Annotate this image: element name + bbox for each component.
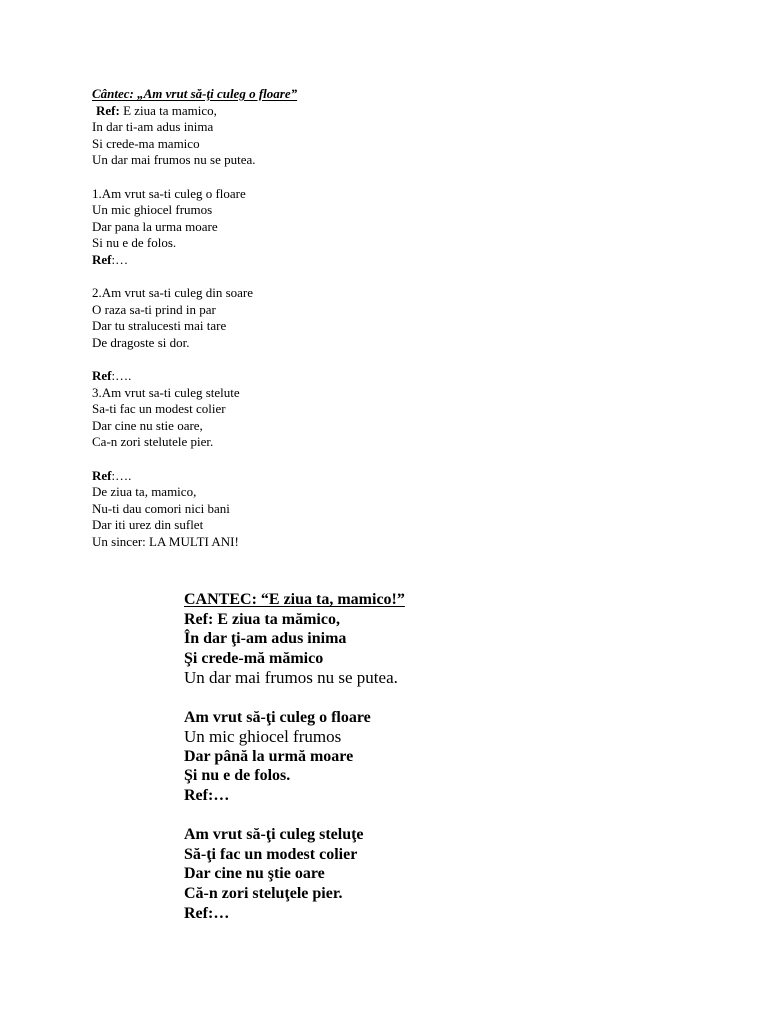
verse-line: Un mic ghiocel frumos [184,727,342,747]
refrain-label: Ref: [96,102,120,118]
song-cantec-ziua-ta [184,590,584,923]
verse-line: Dar cine nu ştie oare [184,865,325,883]
verse-line: Dar iti urez din suflet [92,517,204,533]
verse-line: Dar pana la urma moare [92,218,218,234]
refrain-first-line [92,103,452,120]
verse-line: Nu-ti dau comori nici bani [92,500,230,516]
refrain-line: In dar ti-am adus inima [92,119,214,135]
refrain-text: E ziua ta mamico, [119,102,217,118]
song-title: CANTEC: “E ziua ta, mamico!” [184,591,405,608]
verse-line: Să-ţi fac un modest colier [184,845,358,863]
song-title: Cântec: „Am vrut să-ţi culeg o floare” [92,86,298,101]
verse-line: O raza sa-ti prind in par [92,301,216,317]
refrain-marker-dots: :…. [111,467,132,483]
refrain-marker-dots: :…. [111,368,132,384]
verse-line: De dragoste si dor. [92,334,190,350]
verse-line: Dar tu stralucesti mai tare [92,318,227,334]
verse-line: Un sincer: LA MULTI ANI! [92,534,239,550]
refrain-marker-dots: :… [111,251,129,267]
verse-line: Am vrut să-ţi culeg steluţe [184,826,364,844]
refrain-first-line: Ref: E ziua ta mămico, [184,610,340,628]
verse-line: Sa-ti fac un modest colier [92,401,226,417]
refrain-marker [92,368,452,385]
verse-line: Şi nu e de folos. [184,767,291,785]
verse-line: Ca-n zori stelutele pier. [92,434,214,450]
verse-line: 1.Am vrut sa-ti culeg o floare [92,185,246,201]
refrain-line: Si crede-ma mamico [92,135,200,151]
refrain-marker: Ref:… [184,904,230,922]
verse-line: Dar cine nu stie oare, [92,417,203,433]
verse-line: Si nu e de folos. [92,235,177,251]
refrain-marker [92,252,452,269]
verse-line: Am vrut să-ţi culeg o floare [184,708,371,726]
refrain-marker-label: Ref [92,467,112,483]
refrain-line: Şi crede-mă mămico [184,649,324,667]
verse-line: Că-n zori steluţele pier. [184,884,343,902]
verse-line: 2.Am vrut sa-ti culeg din soare [92,285,254,301]
song-cantec-floare [92,86,452,551]
verse-line: De ziua ta, mamico, [92,484,197,500]
refrain-marker-label: Ref [92,368,112,384]
refrain-line: Un dar mai frumos nu se putea. [184,668,398,688]
verse-line: Dar până la urmă moare [184,747,354,765]
refrain-line: Un dar mai frumos nu se putea. [92,152,256,168]
verse-line: 3.Am vrut sa-ti culeg stelute [92,384,240,400]
refrain-marker: Ref:… [184,786,230,804]
refrain-marker-label: Ref [92,251,112,267]
refrain-line: În dar ţi-am adus inima [184,630,347,648]
refrain-marker [92,468,452,485]
verse-line: Un mic ghiocel frumos [92,202,213,218]
